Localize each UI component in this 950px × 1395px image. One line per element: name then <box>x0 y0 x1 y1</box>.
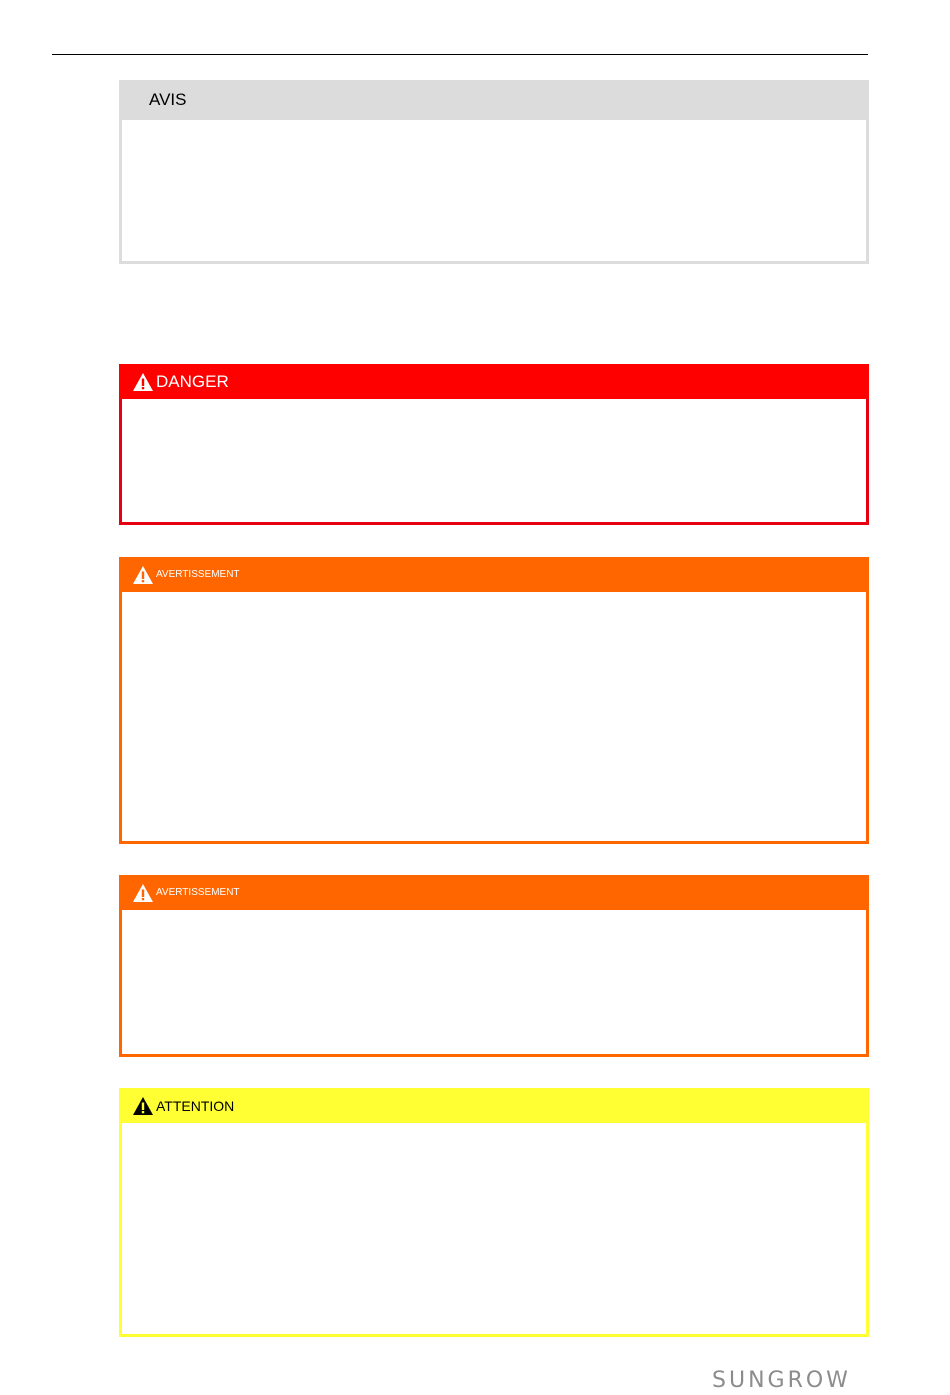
notice-label-avis: AVIS <box>149 90 187 109</box>
warning-triangle-icon <box>132 1096 154 1116</box>
warning-triangle-icon <box>132 565 154 585</box>
brand-logo: SUNGROW <box>712 1368 851 1393</box>
notice-header-avis <box>119 80 869 120</box>
notice-box-avis <box>119 80 869 264</box>
notice-box-warning <box>119 875 869 1057</box>
notice-label-attention: ATTENTION <box>156 1097 235 1114</box>
notice-label-warning: AVERTISSEMENT <box>156 569 240 580</box>
notice-header-warning <box>119 875 869 910</box>
notice-header-warning <box>119 557 869 592</box>
warning-triangle-icon <box>132 372 154 392</box>
notice-header-danger <box>119 364 869 399</box>
header-rule <box>52 54 868 55</box>
notice-label-warning: AVERTISSEMENT <box>156 887 240 898</box>
notice-box-danger <box>119 364 869 525</box>
notice-box-attention <box>119 1088 869 1337</box>
notice-box-warning <box>119 557 869 844</box>
notice-header-attention <box>119 1088 869 1123</box>
warning-triangle-icon <box>132 883 154 903</box>
notice-label-danger: DANGER <box>156 371 229 391</box>
